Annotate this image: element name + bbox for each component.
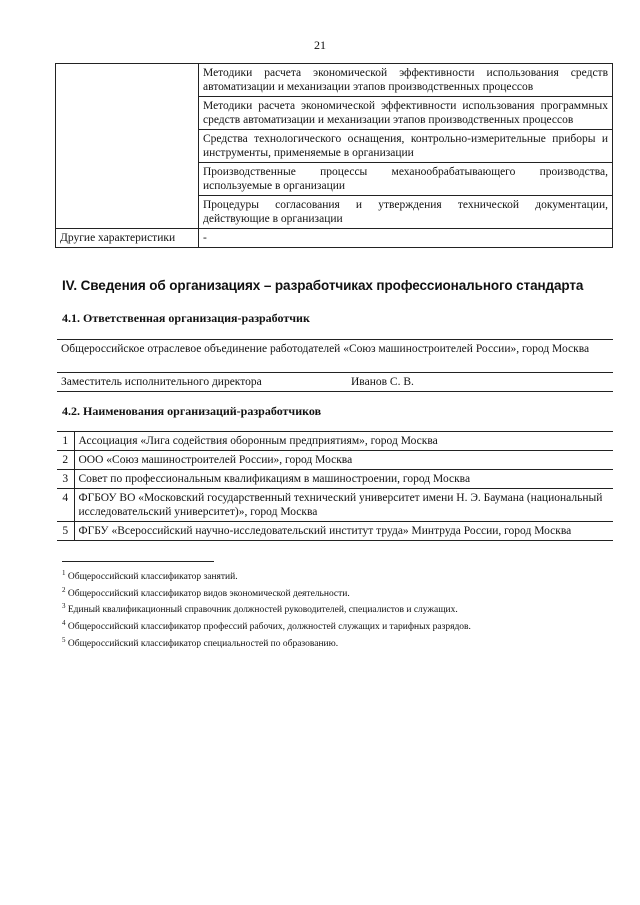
developer-name: Ассоциация «Лига содействия оборонным предприятиям», город Москва xyxy=(74,432,613,451)
row-number: 3 xyxy=(57,470,74,489)
footnote-2 xyxy=(62,584,602,601)
footnotes xyxy=(62,567,602,650)
other-characteristics-label: Другие характеристики xyxy=(56,229,199,248)
footnote-number: 4 xyxy=(62,618,66,627)
footnote-3 xyxy=(62,600,602,617)
footnote-4 xyxy=(62,617,602,634)
table-row xyxy=(56,229,613,248)
table-cell: Средства технологического оснащения, контрольно-измерительные приборы и инструменты, применяемые в организации xyxy=(199,130,613,163)
developer-name: ФГБОУ ВО «Московский государственный технический университет имени Н. Э. Баумана (национальный исследовательский университет)», город Москва xyxy=(74,489,613,522)
table-cell: Методики расчета экономической эффективности использования программных средств автоматизации и механизации этапов производственных процессов xyxy=(199,97,613,130)
table-row xyxy=(57,340,613,373)
developers-heading: 4.2. Наименования организаций-разработчиков xyxy=(62,404,322,418)
developers-table xyxy=(57,431,613,541)
footnote-number: 1 xyxy=(62,569,66,577)
developer-name: ФГБУ «Всероссийский научно-исследовательский институт труда» Минтруда России, город Москва xyxy=(74,522,613,541)
developer-name: Совет по профессиональным квалификациям в машиностроении, город Москва xyxy=(74,470,613,489)
footnote-number: 5 xyxy=(62,635,66,644)
table-row xyxy=(57,470,613,489)
footnote-text: Единый квалификационный справочник должностей руководителей, специалистов и служащих. xyxy=(67,605,458,616)
table-row xyxy=(57,432,613,451)
row-number: 2 xyxy=(57,451,74,470)
table-cell: Производственные процессы механообрабатывающего производства, используемые в организации xyxy=(199,163,613,196)
table-cell: Методики расчета экономической эффективности использования средств автоматизации и механизации этапов производственных процессов xyxy=(199,64,613,97)
org-name: Общероссийское отраслевое объединение работодателей «Союз машиностроителей России», город Москва xyxy=(57,340,613,373)
row-number: 4 xyxy=(57,489,74,522)
footnote-text: Общероссийский классификатор специальностей по образованию. xyxy=(67,638,339,649)
section-iv-heading: IV. Сведения об организациях – разработчиках профессионального стандарта xyxy=(62,278,584,293)
footnote-divider xyxy=(62,561,214,562)
footnote-number: 2 xyxy=(62,585,66,594)
empty-label-cell xyxy=(56,64,199,229)
table-row xyxy=(57,451,613,470)
responsible-org-table xyxy=(57,339,613,392)
table-row xyxy=(57,373,613,392)
row-number: 5 xyxy=(57,522,74,541)
footnote-number: 3 xyxy=(62,602,66,611)
table-row xyxy=(57,522,613,541)
footnote-5 xyxy=(62,634,602,651)
person-name: Иванов С. В. xyxy=(347,373,613,392)
characteristics-table xyxy=(55,63,613,248)
responsible-org-heading: 4.1. Ответственная организация-разработчик xyxy=(62,311,310,325)
table-row xyxy=(56,64,613,97)
row-number: 1 xyxy=(57,432,74,451)
table-cell: Процедуры согласования и утверждения технической документации, действующие в организации xyxy=(199,196,613,229)
footnote-text: Общероссийский классификатор занятий. xyxy=(67,572,238,583)
other-characteristics-value: - xyxy=(199,229,613,248)
footnote-1 xyxy=(62,567,602,584)
page-number: 21 xyxy=(314,38,326,52)
position-title: Заместитель исполнительного директора xyxy=(57,373,347,392)
footnote-text: Общероссийский классификатор профессий рабочих, должностей служащих и тарифных разрядов. xyxy=(67,622,471,633)
table-row xyxy=(57,489,613,522)
developer-name: ООО «Союз машиностроителей России», город Москва xyxy=(74,451,613,470)
footnote-text: Общероссийский классификатор видов экономической деятельности. xyxy=(67,588,350,599)
